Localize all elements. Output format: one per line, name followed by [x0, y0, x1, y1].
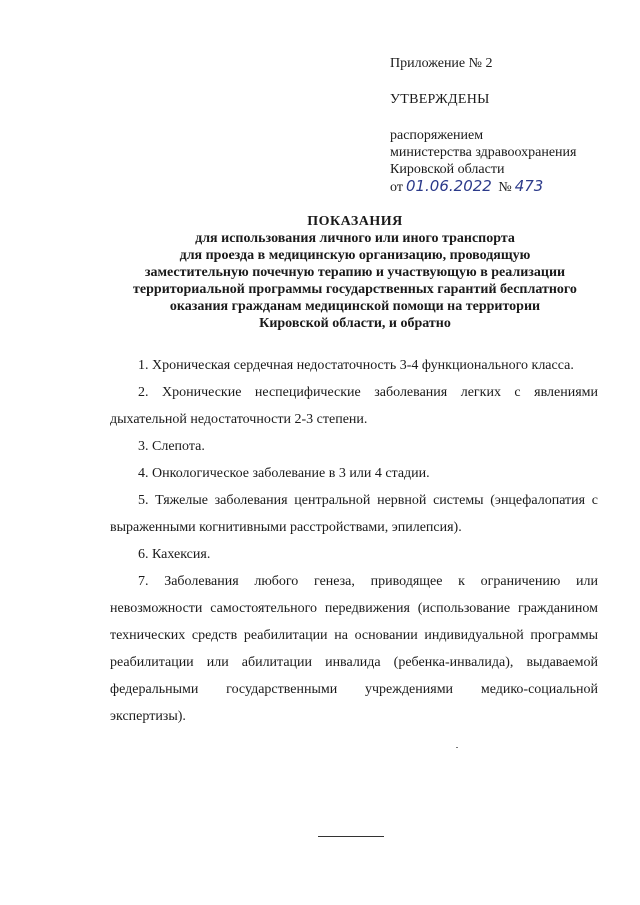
list-item: 5. Тяжелые заболевания центральной нервной системы (энцефалопатия с выраженными когнитивными расстройствами, эпилепсия). [110, 493, 598, 535]
list-item: 3. Слепота. [138, 439, 205, 454]
title-line: заместительную почечную терапию и участвующую в реализации [144, 265, 566, 280]
list-item: 4. Онкологическое заболевание в 3 или 4 стадии. [138, 466, 430, 481]
list-item: 1. Хроническая сердечная недостаточность 3-4 функционального класса. [138, 358, 574, 373]
title-line: оказания гражданам медицинской помощи на территории [169, 299, 541, 314]
title-line: Кировской области, и обратно [259, 316, 451, 331]
approved-by-line: распоряжением [390, 128, 484, 143]
title-line: для использования личного или иного транспорта [195, 231, 515, 246]
document-title [100, 213, 610, 332]
list-item: 2. Хронические неспецифические заболевания легких с явлениями дыхательной недостаточности 2-3 степени. [110, 385, 598, 427]
title-line: для проезда в медицинскую организацию, проводящую [179, 248, 531, 263]
title-line: территориальной программы государственных гарантий бесплатного [133, 282, 577, 297]
handwritten-number: 473 [514, 177, 544, 195]
approved-by-line: Кировской области [390, 162, 505, 177]
date-number-line [390, 178, 630, 196]
title-main: ПОКАЗАНИЯ [307, 214, 403, 229]
approved-by [390, 127, 630, 196]
handwritten-date: 01.06.2022 [405, 177, 492, 195]
indications-list [110, 352, 598, 730]
list-item: 7. Заболевания любого генеза, приводящее к ограничению или невозможности самостоятельного передвижения (использование гражданином технических средств реабилитации на основании индивидуальной программы реабилитации или абилитации инвалида (ребенка-инвалида), выдаваемой федеральными государственными учреждениями медико-социальной экспертизы). [110, 574, 598, 724]
closing-rule [318, 836, 384, 837]
approval-block [390, 55, 630, 196]
list-item: 6. Кахексия. [138, 547, 211, 562]
date-prefix: от [390, 180, 403, 195]
appendix-number: Приложение № 2 [390, 56, 493, 71]
approved-by-line: министерства здравоохранения [390, 145, 577, 160]
scan-speck [456, 747, 458, 748]
approved-heading: УТВЕРЖДЕНЫ [390, 92, 490, 107]
number-prefix: № [498, 180, 512, 195]
